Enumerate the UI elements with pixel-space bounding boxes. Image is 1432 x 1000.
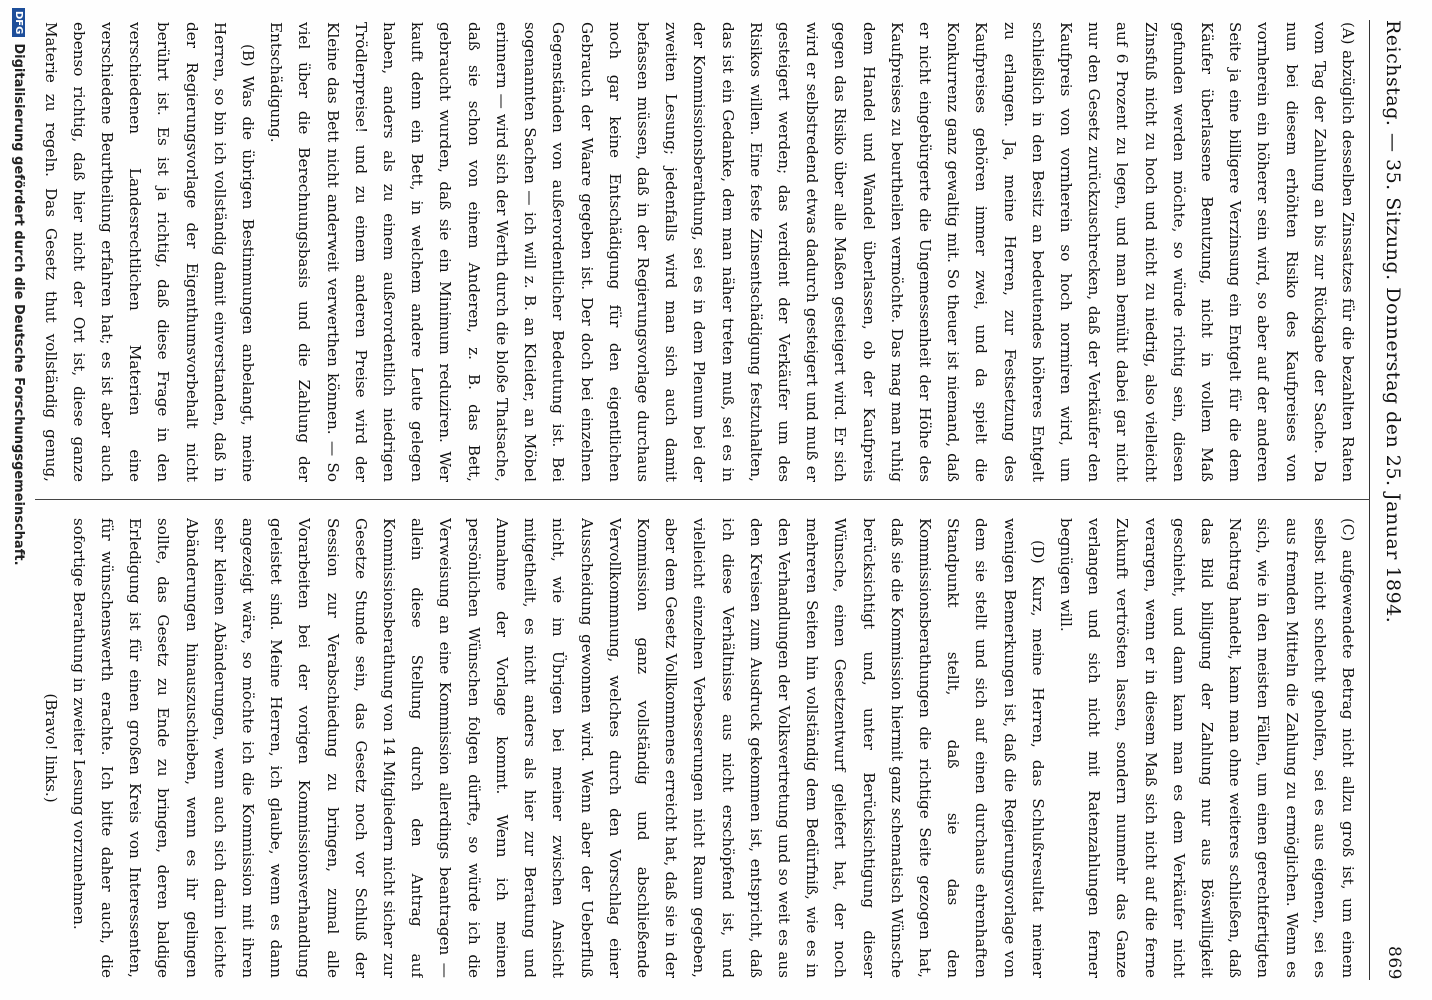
margin-marker-b: (B)	[239, 44, 258, 67]
header-title: Reichstag. — 35. Sitzung. Donnerstag den 25. Januar 1894.	[1382, 20, 1404, 624]
paragraph-text: aufgewendete Betrag nicht allzu groß ist, um einem selbst nicht schlecht geholfen, sei es aus eigenen, sei es aus fremden Mitteln die Zahlung zu ermöglichen. Wenn es sich, wie in den meisten Fällen, um einen gerechtfertigten Nachtrag handelt, kann man ohne weiteres schließen, daß das Bild billigung der Zahlung nur aus Böswilligkeit geschieht, und dann kann man es dem Verkäufer nicht verargen, wenn er in diesem Maß sich nicht auf die ferne Zukunft vertrösten lassen, sondern nunmehr das Ganze verlangen und sich nicht mit Ratenzahlungen ferner begnügen will.	[1056, 518, 1357, 978]
paragraph	[262, 22, 1362, 482]
left-column	[42, 22, 1362, 482]
paragraph	[65, 518, 1052, 978]
right-column	[42, 518, 1362, 978]
credit-text: Digitalisierung gefördert durch die Deutsche Forschungsgemeinschaft.	[11, 43, 26, 566]
column-divider	[35, 499, 1370, 500]
interjection: (Bravo! links.)	[42, 693, 60, 803]
paragraph	[1052, 518, 1362, 978]
paragraph	[42, 22, 262, 482]
margin-marker-c: (C)	[1339, 518, 1357, 542]
dfg-logo: DFG	[12, 8, 25, 37]
digitization-credit	[4, 0, 26, 1000]
page-number: 869	[1384, 946, 1404, 980]
margin-marker-a: (A)	[1339, 22, 1357, 45]
paragraph-text: Kurz, meine Herren, das Schlußresultat meiner wenigen Bemerkungen ist, daß die Regierungsvorlage von dem sie stellt und sich auf einen durchaus ehrenhaften Standpunkt stellt, daß sie das den Kommissionsberathungen die richtige Seite gezogen hat, daß sie die Kommission hiermit ganz schematisch Wünsche berücksichtigt und, unter Berücksichtigung dieser Wünsche, einen Gesetzentwurf geliefert hat, der noch mehreren Seiten hin vollständig dem Bedürfniß, wie es in den Verhandlungen der Volksvertretung und so weit es aus den Kreisen zum Ausdruck gekommen ist, entspricht, daß ich diese Verhältnisse aus nicht erschöpfend ist, und vielleicht einzelnen Verbesserungen nicht Raum gegeben, aber dem Gesetz Vollkommenes erreicht hat, daß sie in der Kommission ganz vollständig und abschließende Vervollkommnung, welches durch den Vorschlag einer Ausscheidung gewonnen wird. Wenn aber der Ueberfluß nicht, wie im Übrigen bei meiner zwischen Ansicht mitgetheilt, es nicht anders als hier zur Beratung und Annahme der Vorlage kommt. Wenn ich meinen persönlichen Wünschen folgen dürfte, so würde ich die Verweisung an eine Kommission allerdings beantragen — allein diese Stellung durch den Antrag auf Kommissionsberathung von 14 Mitgliedern nicht sicher zur Gesetze Stunde sein, das Gesetz noch vor Schluß der Session zur Verabschiedung zu bringen, zumal alle Vorarbeiten bei der vorigen Kommissionsverhandlung geleistet sind. Meine Herren, ich glaube, wenn es dann angezeigt wäre, so möchte ich die Kommission mit ihren sehr kleinen Abänderungen, wenn auch sich darin leichte Abänderungen hinauszuschieben, wenn es ihr gelingen sollte, das Gesetz zu Ende zu bringen, deren baldige Erledigung ist für einen großen Kreis von Interessenten, für wünschenswerth erachte. Ich bitte daher auch, die sofortige Berathung in zweiter Lesung vorzunehmen.	[69, 518, 1047, 978]
page-header	[1374, 20, 1404, 980]
paragraph-text: abzüglich desselben Zinssatzes für die bezahlten Raten vom Tag der Zahlung an bis zur Rückgabe der Sache. Da nun bei diesem erhöhten Risiko des Kaufpreises von vornherein ein höherer sein wird, so aber auf der anderen Seite ja eine billigere Verzinsung ein Entgelt für die dem Käufer überlassene Benutzung, nicht in vollem Maß gefunden werden möchte, so würde richtig sein, diesen Zinsfuß nicht zu hoch und nicht zu niedrig, also vielleicht auf 6 Prozent zu legen, und man bemüht dabei gar nicht nur den Gesetz zurückzuschrecken, daß der Verkäufer den Kaufpreis von vornherein so hoch normiren wird, um schließlich in den Besitz an bedeutendes höheres Entgelt zu erlangen. Ja, meine Herren, zur Festsetzung des Kaufpreises gehören immer zwei, und da spielt die Konkurrenz ganz gewaltig mit. So theuer ist niemand, daß er nicht eingebürgerte die Ungemessenheit der Höhe des Kaufpreises zu beurtheilen vermöchte. Das mag man ruhig dem Handel und Wandel überlassen, ob der Kaufpreis gegen das Risiko über alle Maßen gesteigert wird. Er sich wird er selbstredend etwas dadurch gesteigert und muß er gesteigert werden; das verdient der Verkäufer um des Risikos willen. Eine feste Zinsentschädigung festzuhalten, das ist ein Gedanke, dem man näher treten muß, sei es in der Kommissionsberathung, sei es in dem Plenum bei der zweiten Lesung; jedenfalls wird man sich auch damit befassen müssen, daß in der Regierungsvorlage durchaus noch gar keine Entschädigung für den eigentlichen Gebrauch der Waare gegeben ist. Der doch bei einzelnen Gegenständen von außerordentlicher Bedeutung ist. Bei sogenannten Sachen — ich will z. B. an Kleider, an Möbel erinnern — wird sich der Werth durch die bloße Thatsache, daß sie schon von einem Anderen, z. B. das Bett, gebraucht wurden, daß sie ein Minimum reduziren. Wer kauft denn ein Bett, in welchem andere Leute gelegen haben, anders als zu einem außerordentlich niedrigen Trödlerpreise! und zu einem anderen Preise wird der Kleine das Bett nicht anderweit verwerthen können. — So viel über die Berechnungsbasis und die Zahlung der Entschädigung.	[267, 22, 1357, 482]
paragraph-text: Was die übrigen Bestimmungen anbelangt, meine Herren, so bin ich vollständig damit einverstanden, daß in der Regierungsvorlage der Eigenthumsvorbehalt nicht berührt ist. Es ist ja richtig, daß diese Frage in den verschiedenen Landesrechtlichen Materien eine verschiedene Beurtheilung erfahren hat; es ist aber auch ebenso richtig, daß hier nicht der Ort ist, diese ganze Materie zu regeln. Das Gesetz thut vollständig genug,	[42, 22, 258, 482]
margin-marker-d: (D)	[1028, 540, 1047, 564]
header-rule	[1369, 20, 1370, 980]
